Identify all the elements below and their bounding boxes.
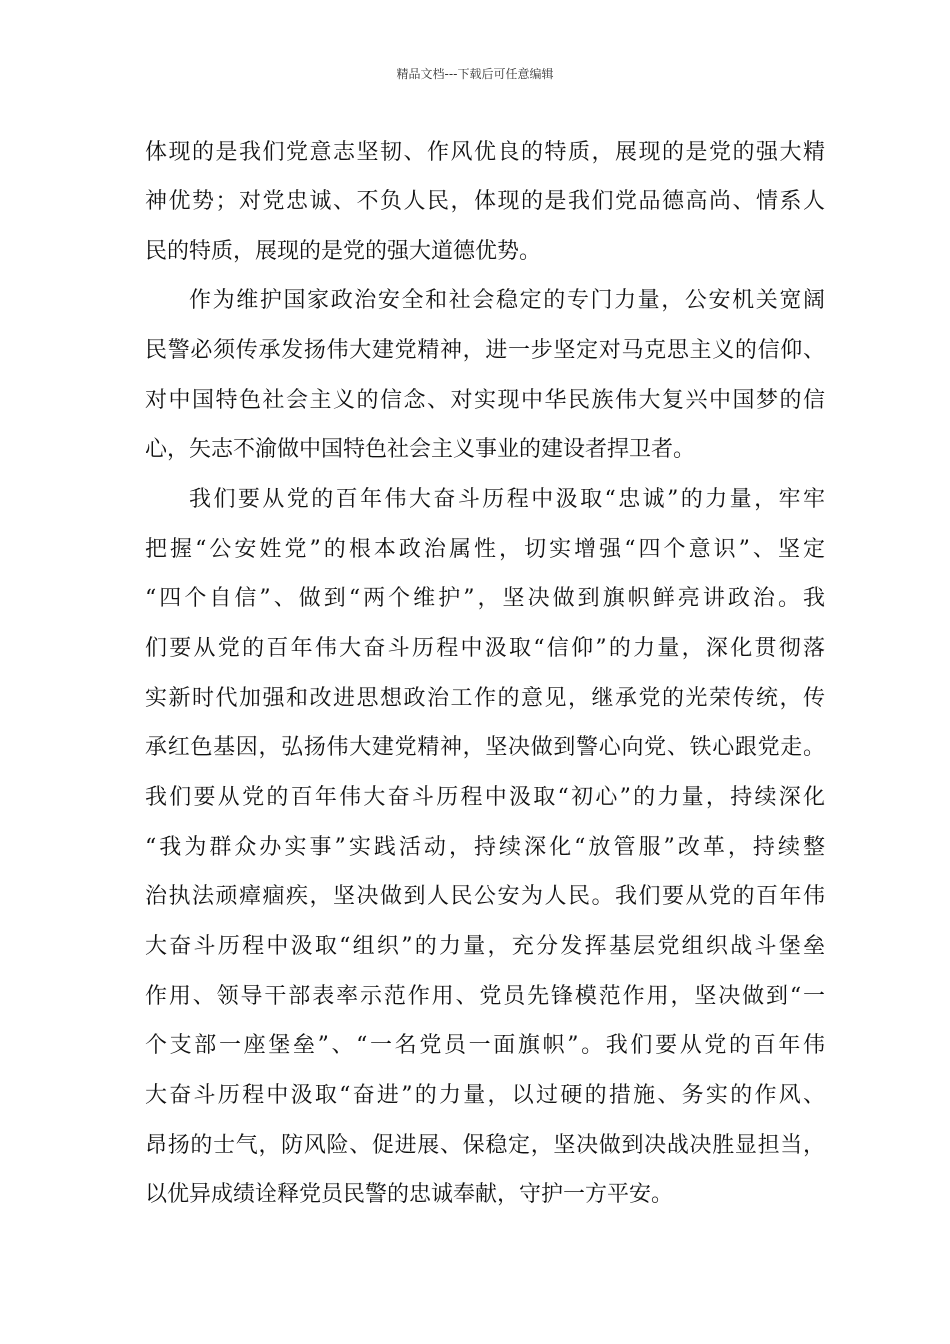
text-line: “我为群众办实事”实践活动，持续深化“放管服”改革，持续整 xyxy=(145,835,825,860)
text-line: “四个自信”、做到“两个维护”，坚决做到旗帜鲜亮讲政治。我 xyxy=(145,586,825,611)
text-line: 民警必须传承发扬伟大建党精神，进一步坚定对马克思主义的信仰、 xyxy=(145,338,825,363)
text-line: 以优异成绩诠释党员民警的忠诚奉献，守护一方平安。 xyxy=(145,1182,674,1207)
page-header: 精品文档---下载后可任意编辑 xyxy=(396,67,554,81)
text-line: 大奋斗历程中汲取“奋进”的力量，以过硬的措施、务实的作风、 xyxy=(145,1083,825,1108)
text-line: 神优势；对党忠诚、不负人民，体现的是我们党品德高尚、情系人 xyxy=(145,189,825,214)
text-line: 民的特质，展现的是党的强大道德优势。 xyxy=(145,239,542,264)
text-line: 们要从党的百年伟大奋斗历程中汲取“信仰”的力量，深化贯彻落 xyxy=(145,636,825,661)
text-line: 作为维护国家政治安全和社会稳定的专门力量，公安机关宽阔 xyxy=(189,288,825,313)
text-line: 大奋斗历程中汲取“组织”的力量，充分发挥基层党组织战斗堡垒 xyxy=(145,934,825,959)
text-line: 承红色基因，弘扬伟大建党精神，坚决做到警心向党、铁心跟党走。 xyxy=(145,735,825,760)
text-line: 作用、领导干部表率示范作用、党员先锋模范作用，坚决做到“一 xyxy=(145,984,825,1009)
text-line: 对中国特色社会主义的信念、对实现中华民族伟大复兴中国梦的信 xyxy=(145,388,825,413)
text-line: 我们要从党的百年伟大奋斗历程中汲取“忠诚”的力量，牢牢 xyxy=(189,487,825,512)
text-line: 体现的是我们党意志坚韧、作风优良的特质，展现的是党的强大精 xyxy=(145,140,825,165)
text-line: 个支部一座堡垒”、“一名党员一面旗帜”。我们要从党的百年伟 xyxy=(145,1033,825,1058)
text-line: 实新时代加强和改进思想政治工作的意见，继承党的光荣传统，传 xyxy=(145,686,825,711)
text-line: 我们要从党的百年伟大奋斗历程中汲取“初心”的力量，持续深化 xyxy=(145,785,825,810)
text-line: 心，矢志不渝做中国特色社会主义事业的建设者捍卫者。 xyxy=(145,437,696,462)
text-line: 把握“公安姓党”的根本政治属性，切实增强“四个意识”、坚定 xyxy=(145,537,825,562)
text-line: 治执法顽瘴痼疾，坚决做到人民公安为人民。我们要从党的百年伟 xyxy=(145,884,825,909)
text-line: 昂扬的士气，防风险、促进展、保稳定，坚决做到决战决胜显担当， xyxy=(145,1133,825,1158)
